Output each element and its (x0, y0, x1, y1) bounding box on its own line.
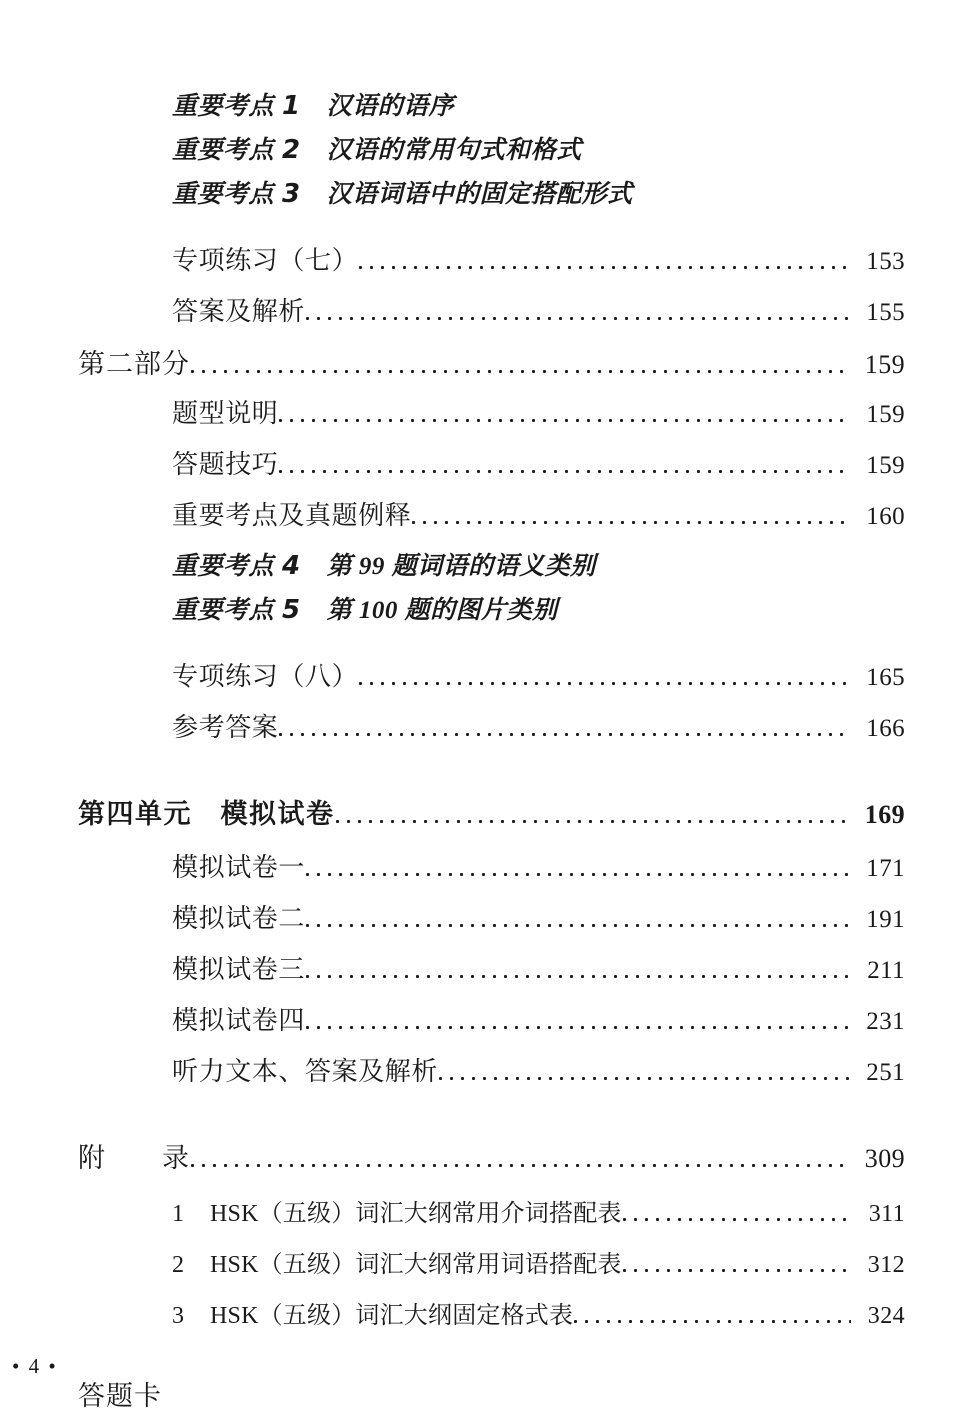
key-point-list-2 (0, 546, 960, 626)
toc-entry-label: 模拟试卷四 (172, 1006, 306, 1035)
leader-dots (336, 804, 852, 831)
key-point-number: 2 (282, 135, 301, 165)
toc-entry-label: 听力文本、答案及解析 (172, 1057, 439, 1086)
key-point-label: 重要考点 (172, 597, 275, 624)
leader-dots (439, 1062, 851, 1088)
toc-entry-mock-paper-4[interactable] (0, 1000, 960, 1037)
leader-dots (623, 1255, 851, 1279)
toc-entry-listening-script[interactable] (0, 1051, 960, 1088)
leader-dots (279, 455, 851, 481)
key-point-row (0, 130, 960, 166)
toc-entry-page: 166 (866, 715, 905, 742)
appendix-index: 2 (172, 1252, 185, 1278)
toc-entry-answering-skills[interactable] (0, 444, 960, 481)
appendix-index: 3 (172, 1303, 185, 1329)
toc-entry-mock-paper-2[interactable] (0, 898, 960, 935)
toc-entry-label: 模拟试卷一 (172, 853, 306, 882)
key-point-row (0, 174, 960, 210)
toc-entry-key-points-examples[interactable] (0, 495, 960, 532)
toc-entry-page: 159 (866, 401, 905, 428)
toc-entry-special-exercise-7[interactable] (0, 240, 960, 277)
leader-dots (279, 718, 851, 744)
leader-dots (623, 1204, 851, 1228)
toc-heading-page: 309 (864, 1144, 905, 1173)
toc-heading-page: 159 (864, 350, 905, 379)
toc-heading-page: 169 (864, 800, 905, 829)
leader-dots (412, 506, 851, 532)
toc-entry-label: 专项练习（八） (172, 662, 359, 691)
toc-entry-page: 251 (866, 1059, 905, 1086)
key-point-title: 汉语的语序 (326, 93, 455, 120)
toc-entry-page: 165 (866, 664, 905, 691)
key-point-number: 3 (282, 179, 301, 209)
toc-entry-label: 答题技巧 (172, 450, 279, 479)
key-point-number: 5 (282, 595, 301, 625)
toc-entry-label: 参考答案 (172, 713, 279, 742)
toc-entry-page: 211 (867, 957, 905, 984)
toc-entry-mock-paper-3[interactable] (0, 949, 960, 986)
toc-entry-label: 答题卡 (78, 1381, 162, 1411)
leader-dots (306, 858, 851, 884)
key-point-row (0, 86, 960, 122)
toc-entry-label: 专项练习（七） (172, 246, 359, 275)
key-point-label: 重要考点 (172, 553, 275, 580)
toc-entry-label: HSK（五级）词汇大纲常用介词搭配表 (210, 1201, 622, 1227)
toc-entry-page: 191 (866, 906, 905, 933)
leader-dots (359, 251, 851, 277)
toc-entry-page: 231 (866, 1008, 905, 1035)
toc-entry-appendix-2[interactable] (0, 1244, 960, 1279)
leader-dots (191, 354, 851, 381)
toc-entry-reference-answers[interactable] (0, 707, 960, 744)
toc-heading-unit-four[interactable] (0, 792, 960, 831)
toc-entry-label: HSK（五级）词汇大纲常用词语搭配表 (210, 1252, 622, 1278)
toc-entry-page: 160 (866, 503, 905, 530)
key-point-label: 重要考点 (172, 181, 275, 208)
key-point-number: 1 (282, 91, 301, 121)
key-point-title: 汉语词语中的固定搭配形式 (326, 181, 633, 208)
toc-entry-page: 171 (866, 855, 905, 882)
leader-dots (191, 1148, 851, 1175)
toc-heading-label: 第二部分 (78, 349, 190, 379)
toc-entry-page: 159 (866, 452, 905, 479)
toc-entry-page: 312 (867, 1252, 905, 1278)
toc-entry-special-exercise-8[interactable] (0, 656, 960, 693)
toc-entry-answers-analysis[interactable] (0, 291, 960, 328)
leader-dots (359, 667, 851, 693)
toc-entry-label: 重要考点及真题例释 (172, 501, 412, 530)
appendix-index: 1 (172, 1201, 185, 1227)
toc-entry-page: 155 (866, 299, 905, 326)
toc-entry-label: HSK（五级）词汇大纲固定格式表 (210, 1303, 574, 1329)
toc-entry-answer-sheet[interactable] (0, 1374, 960, 1413)
toc-entry-page: 311 (868, 1201, 905, 1227)
toc-entry-mock-paper-1[interactable] (0, 847, 960, 884)
leader-dots (574, 1306, 851, 1330)
toc-entry-appendix-3[interactable] (0, 1295, 960, 1330)
toc-entry-question-types[interactable] (0, 393, 960, 430)
leader-dots (306, 909, 851, 935)
key-point-title: 第 99 题词语的语义类别 (326, 553, 596, 580)
leader-dots (306, 960, 851, 986)
toc-entry-label: 模拟试卷二 (172, 904, 306, 933)
key-point-title: 第 100 题的图片类别 (326, 597, 558, 624)
key-point-title: 汉语的常用句式和格式 (326, 137, 582, 164)
leader-dots (279, 404, 851, 430)
toc-heading-label: 第四单元 模拟试卷 (78, 799, 335, 830)
toc-heading-appendix[interactable] (0, 1136, 960, 1175)
toc-entry-appendix-1[interactable] (0, 1193, 960, 1228)
toc-entry-page: 153 (866, 248, 905, 275)
key-point-label: 重要考点 (172, 93, 275, 120)
leader-dots (306, 1011, 851, 1037)
toc-entry-label: 答案及解析 (172, 297, 306, 326)
key-point-list-1 (0, 86, 960, 210)
toc-entry-page: 324 (867, 1303, 905, 1329)
toc-entry-label: 题型说明 (172, 399, 279, 428)
key-point-number: 4 (282, 551, 301, 581)
key-point-row (0, 546, 960, 582)
toc-entry-label: 模拟试卷三 (172, 955, 306, 984)
key-point-label: 重要考点 (172, 137, 275, 164)
leader-dots (306, 302, 851, 328)
toc-heading-label: 附 录 (78, 1143, 190, 1173)
toc-heading-part-two[interactable] (0, 342, 960, 381)
page-footer: • 4 • (12, 1354, 58, 1378)
key-point-row (0, 590, 960, 626)
